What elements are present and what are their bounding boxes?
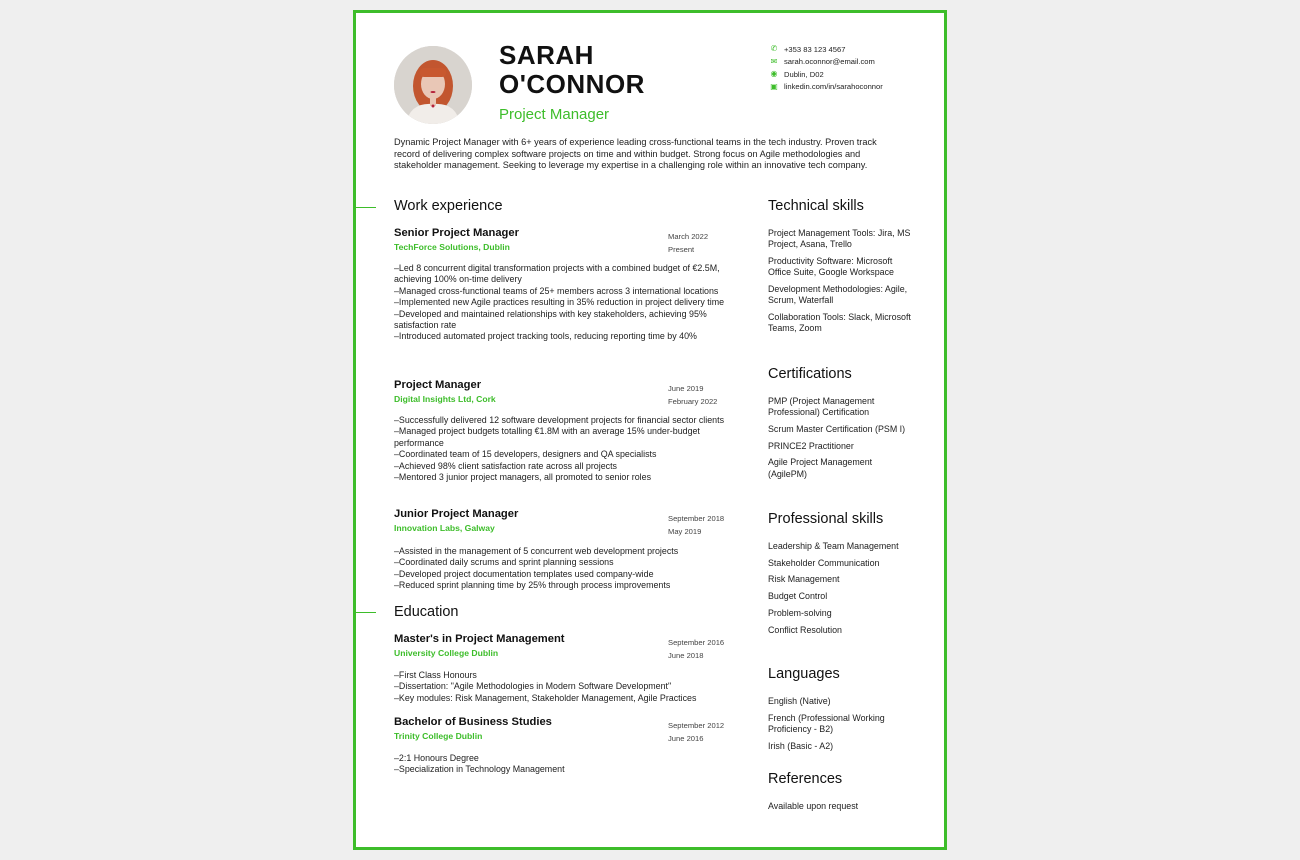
date-start: March 2022	[668, 232, 709, 241]
certification-item: PMP (Project Management Professional) Certification	[768, 396, 875, 418]
date-start: September 2012	[668, 721, 725, 730]
degree-title: Bachelor of Business Studies	[394, 716, 552, 728]
bullet-item: –Introduced automated project tracking tools, reducing reporting time by 40%	[394, 331, 697, 342]
skill-item: Risk Management	[768, 574, 840, 585]
bullet-item: –Coordinated daily scrums and sprint planning sessions	[394, 557, 614, 568]
skill-item: Conflict Resolution	[768, 624, 842, 635]
bullet-item: –Managed cross-functional teams of 25+ members across 3 international locations	[394, 285, 719, 296]
bullet-item: –2:1 Honours Degree	[394, 753, 479, 763]
date-end: May 2019	[668, 526, 702, 536]
languages-heading: Languages	[768, 666, 840, 682]
bullet-item: –Assisted in the management of 5 concurrent web development projects	[394, 546, 679, 556]
job-entry-2	[394, 379, 664, 404]
job-organization: TechForce Solutions, Dublin	[394, 242, 510, 252]
date-start: September 2016	[668, 638, 725, 647]
education-bullets-2	[394, 753, 748, 776]
bullet-item: –Key modules: Risk Management, Stakeholder Management, Agile Practices	[394, 692, 697, 703]
phone-text: +353 83 123 4567	[784, 44, 846, 54]
bullet-item: –Coordinated team of 15 developers, designers and QA specialists	[394, 449, 657, 460]
bullet-item: –Successfully delivered 12 software development projects for financial sector clients	[394, 415, 725, 425]
location-text: Dublin, D02	[784, 69, 824, 79]
job-title-header: Project Manager	[499, 106, 610, 123]
skill-item: Budget Control	[768, 591, 828, 602]
institution: University College Dublin	[394, 648, 499, 658]
portrait-image	[394, 46, 472, 124]
education-heading: Education	[394, 604, 459, 620]
job-dates-2	[668, 383, 717, 408]
profile-summary: Dynamic Project Manager with 6+ years of experience leading cross-functional teams in the tech industry. Proven track record of delivering complex software projects on time and within budget. Strong focus on Agile methodologies and stakeholder management. Seeking to leverage my expertise in a challenging role within an innovative tech company.	[394, 137, 877, 171]
bullet-item: –Developed project documentation templates used company-wide	[394, 568, 654, 579]
education-bullets-1	[394, 670, 748, 704]
education-dates-2	[668, 720, 724, 745]
job-title: Senior Project Manager	[394, 227, 519, 239]
bullet-item: –Led 8 concurrent digital transformation projects with a combined budget of €2.5M, achieving 100% on-time delivery	[394, 263, 720, 285]
references-heading: References	[768, 771, 843, 787]
job-entry-1	[394, 227, 664, 252]
job-bullets-3	[394, 546, 748, 592]
professional-skills-list	[768, 541, 908, 641]
date-end: February 2022	[668, 396, 718, 406]
skill-item: Stakeholder Communication	[768, 557, 880, 568]
contact-linkedin[interactable]	[769, 81, 883, 94]
name-line-2: O'CONNOR	[499, 69, 645, 99]
job-bullets-2	[394, 415, 748, 483]
skill-item: Development Methodologies: Agile, Scrum, Waterfall	[768, 283, 908, 306]
email-icon: ✉	[770, 56, 778, 66]
bullet-item: –Managed project budgets totalling €1.8M with an average 15% under-budget performance	[394, 426, 700, 448]
technical-skills-list	[768, 228, 914, 340]
contact-email[interactable]	[769, 56, 883, 69]
job-organization: Innovation Labs, Galway	[394, 523, 495, 533]
education-entry-2	[394, 716, 664, 741]
name-line-1: SARAH	[499, 40, 594, 70]
language-item: English (Native)	[768, 696, 831, 706]
email-text: sarah.oconnor@email.com	[784, 57, 875, 67]
job-dates-3	[668, 513, 724, 538]
bullet-item: –Mentored 3 junior project managers, all promoted to senior roles	[394, 472, 652, 483]
linkedin-icon: ▣	[770, 81, 778, 91]
technical-skills-heading: Technical skills	[768, 198, 864, 214]
skill-item: Collaboration Tools: Slack, Microsoft Teams, Zoom	[768, 311, 911, 333]
certifications-list	[768, 396, 908, 485]
bullet-item: –Reduced sprint planning time by 25% through process improvements	[394, 580, 671, 591]
resume-page	[353, 10, 947, 850]
bullet-item: –First Class Honours	[394, 670, 477, 680]
languages-list	[768, 696, 908, 757]
bullet-item: –Dissertation: "Agile Methodologies in Modern Software Development"	[394, 681, 672, 692]
certification-item: Agile Project Management (AgilePM)	[768, 457, 873, 479]
skill-item: Problem-solving	[768, 607, 832, 618]
profile-photo	[394, 46, 472, 124]
linkedin-text: linkedin.com/in/sarahoconnor	[784, 82, 883, 92]
job-title: Junior Project Manager	[394, 508, 519, 520]
candidate-name	[499, 41, 749, 99]
job-entry-3	[394, 508, 664, 533]
work-experience-heading: Work experience	[394, 198, 503, 214]
references-text: Available upon request	[768, 801, 859, 811]
bullet-item: –Implemented new Agile practices resulting in 35% reduction in project delivery time	[394, 297, 725, 308]
institution: Trinity College Dublin	[394, 731, 483, 741]
bullet-item: –Achieved 98% client satisfaction rate across all projects	[394, 460, 617, 471]
language-item: Irish (Basic - A2)	[768, 740, 834, 751]
job-dates-1	[668, 231, 708, 256]
contact-list	[769, 43, 883, 93]
education-entry-1	[394, 633, 664, 658]
job-bullets-1	[394, 263, 748, 343]
skill-item: Leadership & Team Management	[768, 541, 899, 551]
job-title: Project Manager	[394, 379, 482, 391]
contact-phone[interactable]	[769, 43, 883, 56]
date-end: Present	[668, 244, 695, 254]
contact-location	[769, 68, 883, 81]
job-organization: Digital Insights Ltd, Cork	[394, 394, 496, 404]
bullet-item: –Specialization in Technology Management	[394, 764, 565, 775]
section-marker-work	[356, 207, 376, 208]
skill-item: Productivity Software: Microsoft Office Suite, Google Workspace	[768, 255, 894, 278]
section-marker-education	[356, 612, 376, 613]
bullet-item: –Developed and maintained relationships with key stakeholders, achieving 95% satisfaction rate	[394, 308, 707, 331]
certification-item: PRINCE2 Practitioner	[768, 440, 854, 451]
language-item: French (Professional Working Proficiency - B2)	[768, 712, 885, 734]
date-end: June 2016	[668, 733, 704, 743]
date-start: June 2019	[668, 384, 704, 393]
date-end: June 2018	[668, 650, 704, 660]
date-start: September 2018	[668, 514, 725, 523]
certification-item: Scrum Master Certification (PSM I)	[768, 423, 906, 434]
phone-icon: ✆	[770, 44, 778, 54]
certifications-heading: Certifications	[768, 366, 852, 382]
education-dates-1	[668, 637, 724, 662]
skill-item: Project Management Tools: Jira, MS Project, Asana, Trello	[768, 228, 911, 250]
professional-skills-heading: Professional skills	[768, 511, 884, 527]
degree-title: Master's in Project Management	[394, 633, 565, 645]
location-icon: ◉	[770, 69, 778, 79]
